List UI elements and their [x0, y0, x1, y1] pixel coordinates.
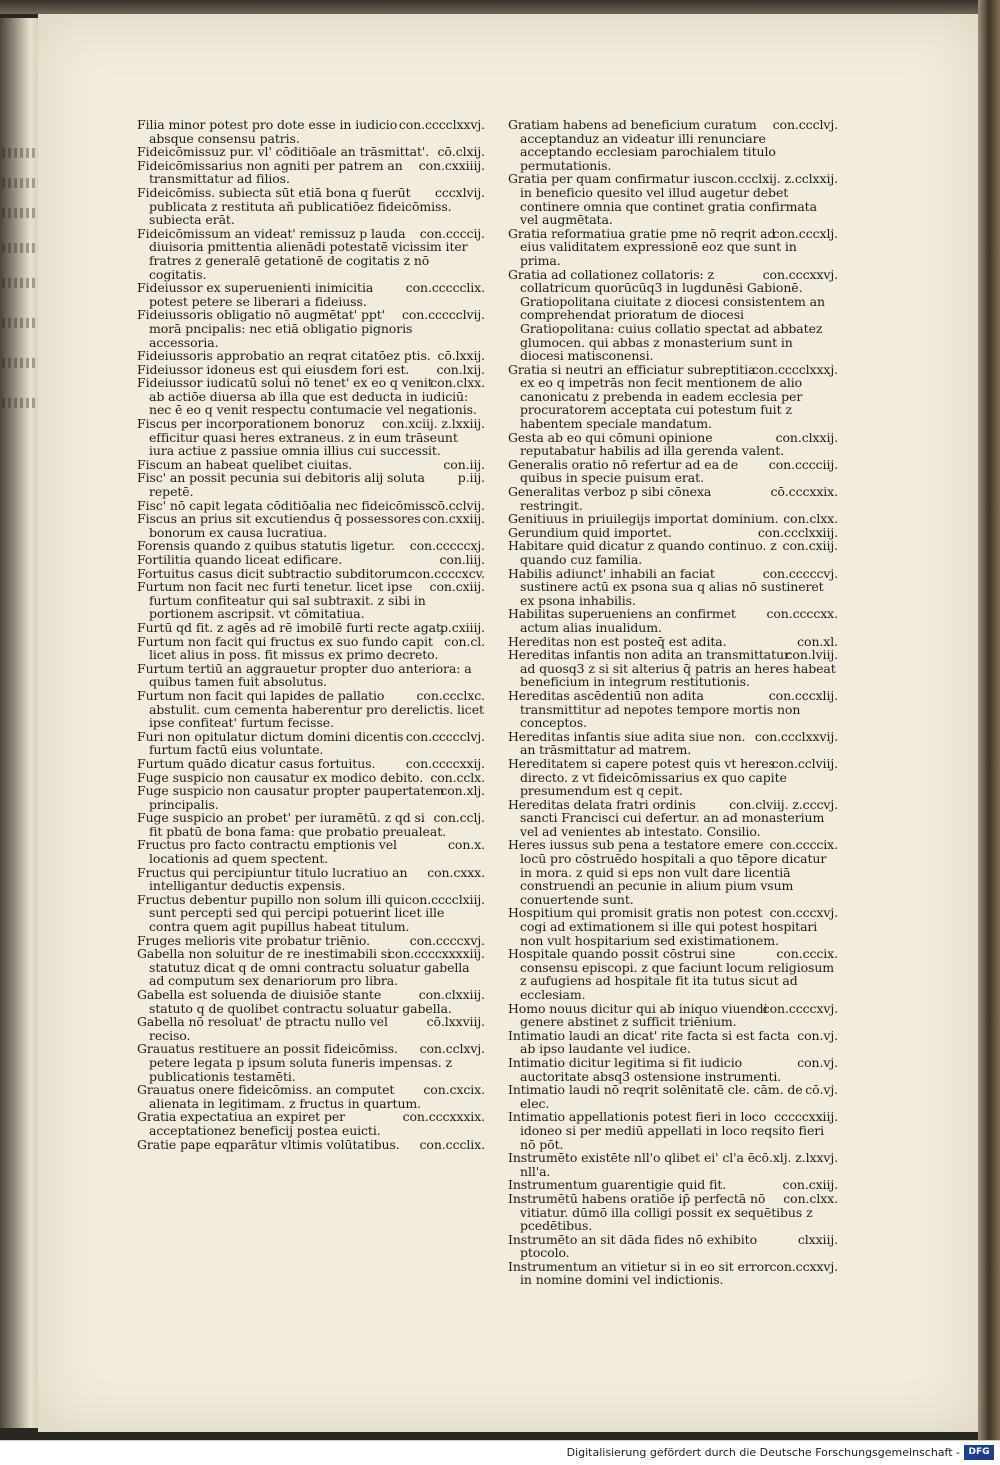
- index-entry: [137, 893, 485, 934]
- entry-reference: con.cccxvj.: [769, 905, 838, 921]
- entry-text: Furtum tertiū an aggrauetur propter duo anteriora: a quibus tamen fuit absolutus.: [137, 660, 472, 690]
- entry-reference: con.cclviij.: [771, 755, 838, 771]
- entry-text: Fideiussoris approbatio an reqrat citatōez ptis.: [137, 348, 431, 364]
- index-entry: [508, 1233, 838, 1260]
- entry-text: Instrumētū habens oratiōe ip̄ perfectā nō vitiatur. dūmō illa colligi possit ex sequētibus z pcedētibus.: [508, 1190, 813, 1234]
- entry-text: Gratia reformatiua gratie pme nō reqrit ad eius validitatem expressionē eoz que sunt in prima.: [508, 225, 797, 268]
- entry-text: Fideiussoris obligatio nō augmētat' ppt' morā pncipalis: nec etiā obligatio pignoris accessoria.: [137, 307, 413, 350]
- entry-reference: con.ccclxxiij.: [757, 524, 838, 540]
- index-entry: [508, 363, 838, 431]
- index-entry: [508, 227, 838, 268]
- entry-reference: con.ccclvj.: [772, 117, 838, 132]
- entry-reference: con.cccclxiij.: [404, 891, 485, 907]
- entry-text: Furtum non facit qui fructus ex suo fundo capit licet alius in poss. fit missus ex primo decreto.: [137, 633, 439, 663]
- entry-reference: con.ccccxvj.: [762, 1000, 838, 1016]
- entry-reference: p.iij.: [457, 470, 485, 486]
- index-entry: [137, 349, 485, 363]
- index-entry: [137, 811, 485, 838]
- right-text-column: [508, 118, 838, 1287]
- entry-reference: con.ccccij.: [419, 225, 485, 241]
- entry-reference: con.cxiij.: [782, 538, 838, 554]
- entry-reference: con.x.: [448, 837, 485, 853]
- index-entry: [508, 906, 838, 947]
- entry-reference: cccccxxiij.: [774, 1109, 838, 1125]
- entry-reference: con.ccclix.: [419, 1136, 485, 1152]
- index-entry: [508, 431, 838, 458]
- index-entry: [508, 757, 838, 798]
- entry-reference: con.ccclxij. z.cclxxij.: [711, 171, 838, 187]
- entry-text: Grauatus restituere an possit fideicōmiss. petere legata p ipsum soluta funeris impensas. z publicationis testamēti.: [137, 1041, 452, 1084]
- entry-text: Fuge suspicio non causatur propter paupertatem principalis.: [137, 783, 445, 812]
- entry-text: Hereditas delata fratri ordinis sancti Francisci cui defertur. an ad monasterium vel ad venientes ab intestato. Consilio.: [508, 796, 825, 839]
- index-entry: [137, 512, 485, 539]
- index-entry: [137, 635, 485, 662]
- entry-reference: con.cccxxxix.: [402, 1109, 485, 1125]
- entry-reference: con.cccxxvj.: [762, 266, 838, 282]
- digitization-footer: [0, 1440, 1000, 1465]
- entry-text: Fruges melioris vite probatur triēnio.: [137, 932, 370, 948]
- index-entry: [508, 485, 838, 512]
- index-entry: [137, 771, 485, 785]
- entry-text: Fortuitus casus dicit subtractio subditorum.: [137, 565, 412, 581]
- entry-text: Intimatio dicitur legitima si fit iudicio auctoritate absq3 ostensione instrumenti.: [508, 1054, 782, 1084]
- entry-reference: con.cxxiij.: [422, 511, 485, 527]
- dfg-logo-icon: DFG: [964, 1445, 994, 1460]
- index-entry: [137, 363, 485, 377]
- index-entry: [137, 159, 485, 186]
- entry-text: Hospitale quando possit cōstrui sine consensu episcopi. z que faciunt locum religiosum z aufugiens ad hospitale fit ita tutus sicut ad ecclesiam.: [508, 946, 835, 1002]
- entry-text: Gabella nō resoluat' de ptractu nullo vel reciso.: [137, 1014, 388, 1043]
- entry-text: Gerundium quid importet.: [508, 524, 672, 540]
- index-entry: [137, 1110, 485, 1137]
- entry-reference: con.cccccvj.: [762, 565, 838, 581]
- entry-reference: con.vj.: [797, 1054, 838, 1070]
- entry-reference: con.xl.: [797, 633, 838, 649]
- entry-text: Generalis oratio nō refertur ad ea de quibus in specie puisum erat.: [508, 456, 739, 486]
- entry-text: Gesta ab eo qui cōmuni opinione reputabatur habilis ad illa gerenda valent.: [508, 429, 785, 459]
- index-entry: [508, 648, 838, 689]
- index-entry: [508, 539, 838, 566]
- entry-text: Gratiam habens ad beneficium curatum acceptanduz an videatur illi renunciare acceptando ecclesiam parochialem titulo permutationis.: [508, 117, 776, 173]
- entry-reference: con.xlj.: [440, 783, 485, 799]
- entry-text: Fructus debentur pupillo non solum illi qui sunt percepti sed qui percipi potuerint licet ille contra quem agit pupillus habeat titulum.: [137, 891, 445, 935]
- entry-text: Filia minor potest pro dote esse in iudicio absque consensu patris.: [137, 117, 398, 146]
- entry-reference: cō.lxxij.: [437, 348, 485, 364]
- entry-text: Hereditas infantis non adita an transmittatur ad quosq3 z si sit alterius q̄ patris an heres habeat beneficium in integrum restitutionis.: [508, 647, 836, 690]
- entry-reference: con.ccclxc.: [416, 687, 485, 703]
- entry-reference: con.iij.: [443, 456, 485, 472]
- entry-text: Fideiussor iudicatū solui nō tenet' ex eo q venit ab actiōe diuersa ab illa que est deducta in iudiciū: nec ē eo q venit respectu contumacie vel negationis.: [137, 375, 477, 418]
- entry-reference: con.vj.: [797, 1027, 838, 1043]
- index-entry: [508, 689, 838, 730]
- entry-text: Fuge suspicio non causatur ex modico debito.: [137, 769, 424, 785]
- entry-text: Habilitas superueniens an confirmet actum alias inualidum.: [508, 606, 736, 635]
- index-entry: [137, 471, 485, 498]
- index-entry: [508, 268, 838, 363]
- entry-text: Fructus qui percipiuntur titulo lucratiuo an intelligantur deductis expensis.: [137, 864, 408, 894]
- index-entry: [508, 1178, 838, 1192]
- entry-reference: cō.vj.: [805, 1082, 838, 1098]
- index-entry: [508, 458, 838, 485]
- entry-text: Fuge suspicio an probet' per iuramētū. z qd si fit pbatū de bona fama: que probatio preualeat.: [137, 810, 446, 839]
- entry-text: Furi non opitulatur dictum domini dicentis furtum factū eius voluntate.: [137, 728, 404, 758]
- entry-text: Instrumentum guarentigie quid fit.: [508, 1177, 727, 1193]
- entry-text: Gratie pape eqparātur vltimis volūtatibus.: [137, 1136, 400, 1152]
- entry-text: Generalitas verboz p sibi cōnexa restringit.: [508, 484, 712, 513]
- index-entry: [137, 689, 485, 730]
- index-entry: [508, 172, 838, 226]
- index-entry: [137, 227, 485, 281]
- entry-reference: con.clxxiij.: [418, 987, 485, 1002]
- index-entry: [508, 1151, 838, 1178]
- entry-text: Fideicōmiss. subiecta sūt etiā bona q fuerūt publicata z restituta añ publicatiōez fideicōmiss. subiecta erāt.: [137, 184, 452, 228]
- index-entry: [508, 526, 838, 540]
- entry-reference: con.xciij. z.lxxiij.: [382, 416, 485, 432]
- index-entry: [508, 798, 838, 839]
- entry-reference: con.cccclxxxj.: [751, 361, 838, 377]
- entry-text: Intimatio laudi an dicat' rite facta si est facta ab ipso laudante vel iudice.: [508, 1027, 790, 1057]
- entry-text: Habitare quid dicatur z quando continuo. z quando cuz familia.: [508, 538, 777, 567]
- entry-text: Gratia si neutri an efficiatur subreptitia ex eo q impetrās non fecit mentionem de alio canonicatu z prebenda in eadem ecclesia per procuratorem acceptata cui potestum fuit z habentem speciale mandatum.: [508, 361, 803, 432]
- index-entry: [508, 1002, 838, 1029]
- entry-text: Fideicōmissum an videat' remissuz p lauda diuisoria pmittentia alienādi potestatē vicissim iter fratres z generalē getationē de cogitatis z nō cogitatis.: [137, 225, 468, 282]
- entry-reference: con.clxx.: [783, 511, 838, 527]
- entry-reference: cō.xlj. z.lxxvj.: [754, 1150, 838, 1166]
- index-entry: [137, 580, 485, 621]
- index-entry: [137, 417, 485, 458]
- entry-text: Hospitium qui promisit gratis non potest cogi ad extimationem si ille qui potest hospitari non vult hospitarium sed existimationem.: [508, 905, 818, 948]
- index-entry: [508, 838, 838, 906]
- entry-text: Gabella non soluitur de re inestimabili si statutuz dicat q de omni contractu soluatur gabella ad computum sex denariorum pro libra.: [137, 946, 470, 989]
- entry-reference: con.cccclxxvj.: [398, 117, 485, 132]
- index-entry: [137, 730, 485, 757]
- index-entry: [137, 784, 485, 811]
- entry-text: Fiscus an prius sit excutiendus q̄ possessores bonorum ex causa lucratiua.: [137, 511, 421, 540]
- entry-text: Hereditas ascēdentiū non adita transmittitur ad nepotes tempore mortis non conceptos.: [508, 687, 801, 731]
- entry-reference: con.clviij. z.cccvj.: [729, 796, 838, 812]
- index-entry: [137, 145, 485, 159]
- entry-reference: con.cxxx.: [427, 864, 485, 880]
- book-fore-edge: [978, 0, 1000, 1440]
- entry-reference: con.cxxiiij.: [418, 157, 485, 173]
- index-entry: [508, 947, 838, 1001]
- entry-reference: con.cccxlj.: [772, 225, 838, 241]
- entry-text: Fortilitia quando liceat edificare.: [137, 552, 343, 567]
- entry-text: Genitiuus in priuilegijs importat dominium.: [508, 511, 779, 527]
- entry-reference: con.ccclxxvij.: [754, 728, 838, 744]
- entry-reference: cō.clxij.: [437, 144, 485, 160]
- index-entry: [137, 988, 485, 1015]
- entry-reference: con.clxx.: [430, 375, 485, 391]
- entry-text: Fideicōmissuz pur. vl' cōditiōale an trāsmittat'.: [137, 144, 430, 160]
- entry-reference: con.cl.: [444, 633, 485, 649]
- entry-reference: con.cclx.: [430, 769, 485, 785]
- entry-text: Gratia per quam confirmatur ius in beneficio quesito vel illud augetur debet continere omnia que continet gratia confirmata vel augmētata.: [508, 171, 817, 228]
- entry-text: Hereditatem si capere potest quis vt heres directo. z vt fideicōmissarius ex quo capite presumendum est q cepit.: [508, 755, 787, 799]
- index-entry: [137, 567, 485, 581]
- entry-reference: con.clxx.: [783, 1190, 838, 1206]
- index-entry: [137, 866, 485, 893]
- index-entry: [508, 730, 838, 757]
- index-entry: [508, 512, 838, 526]
- index-entry: [137, 118, 485, 145]
- entry-text: Intimatio appellationis potest fieri in loco idoneo si per mediū appellati in loco reqsito fieri nō pōt.: [508, 1109, 825, 1152]
- entry-reference: con.cccccxj.: [409, 538, 485, 554]
- index-entry: [137, 499, 485, 513]
- index-entry: [508, 1083, 838, 1110]
- index-entry: [137, 1138, 485, 1152]
- entry-reference: con.liij.: [439, 552, 485, 567]
- entry-reference: con.ccccxvj.: [409, 932, 485, 948]
- index-entry: [508, 118, 838, 172]
- entry-text: Fiscus per incorporationem bonoruz efficitur quasi heres extraneus. z in eum trāseunt iura actiue z passiue omnia illius cui successit.: [137, 416, 458, 459]
- index-entry: [508, 1260, 838, 1287]
- entry-reference: con.cccix.: [776, 946, 838, 962]
- entry-text: Gabella est soluenda de diuisiōe stante statuto q de quolibet contractu soluatur gabella.: [137, 987, 452, 1016]
- index-entry: [508, 567, 838, 608]
- index-entry: [137, 1042, 485, 1083]
- entry-reference: con.ccccix.: [769, 837, 838, 853]
- entry-text: Fideicōmissarius non agniti per patrem an transmittatur ad filios.: [137, 157, 403, 187]
- entry-text: Fisc' an possit pecunia sui debitoris alij soluta repetē.: [137, 470, 425, 500]
- previous-page-edge: [0, 18, 40, 1428]
- entry-text: Gratia expectatiua an expiret per acceptationez beneficij postea euicti.: [137, 1109, 381, 1138]
- entry-reference: cccxlvij.: [434, 184, 485, 200]
- entry-reference: con.ccccclix.: [405, 280, 485, 296]
- entry-reference: con.cccxlij.: [768, 687, 838, 703]
- entry-reference: con.lxij.: [436, 361, 485, 377]
- entry-text: Instrumēto existēte nll'o qlibet ei' cl'a ē nll'a.: [508, 1150, 756, 1179]
- entry-reference: con.ccccclvj.: [405, 728, 485, 744]
- index-entry: [508, 1056, 838, 1083]
- entry-text: Fiscum an habeat quelibet ciuitas.: [137, 456, 353, 472]
- entry-text: Hereditas infantis siue adita siue non. an trāsmittatur ad matrem.: [508, 728, 746, 758]
- entry-reference: clxxiij.: [797, 1231, 838, 1247]
- entry-reference: con.cccciij.: [768, 456, 838, 472]
- entry-reference: con.cxiij.: [429, 579, 485, 595]
- entry-text: Fideiussor idoneus est qui eiusdem fori est.: [137, 361, 410, 377]
- entry-reference: cō.cccxxix.: [770, 484, 838, 500]
- index-entry: [137, 458, 485, 472]
- footer-credit-text: Digitalisierung gefördert durch die Deutsche Forschungsgemeinschaft -: [566, 1446, 960, 1459]
- index-entry: [137, 838, 485, 865]
- entry-text: Heres iussus sub pena a testatore emere locū pro cōstruēdo hospitali a quo tēpore dicatur in mora. z quid si eps non vult dare licentiā construendi an pecunie in alium pium vsum conuertende sunt.: [508, 837, 827, 907]
- index-entry: [137, 376, 485, 417]
- entry-reference: cō.lxxviij.: [426, 1014, 485, 1030]
- entry-reference: con.ccxxvj.: [769, 1258, 838, 1274]
- entry-reference: con.clxxij.: [775, 429, 838, 445]
- entry-reference: con.cxiij.: [782, 1177, 838, 1193]
- entry-text: Furtum quādo dicatur casus fortuitus.: [137, 755, 376, 771]
- entry-text: Instrumentum an vitietur si in eo sit error in nomine domini vel indictionis.: [508, 1258, 770, 1288]
- entry-text: Fideiussor ex superuenienti inimicitia potest petere se liberari a fideiuss.: [137, 280, 374, 309]
- entry-reference: con.cxcix.: [423, 1082, 485, 1098]
- entry-reference: con.lviij.: [785, 647, 838, 663]
- index-entry: [137, 1015, 485, 1042]
- entry-text: Grauatus onere fideicōmiss. an computet alienata in legitimam. z fructus in quartum.: [137, 1082, 422, 1111]
- entry-text: Forensis quando z quibus statutis ligetur.: [137, 538, 396, 554]
- index-entry: [137, 281, 485, 308]
- index-entry: [137, 553, 485, 567]
- entry-text: Habilis adiunct' inhabili an faciat sustinere actū ex psona sua q alias nō sustineret ex psona inhabilis.: [508, 565, 824, 608]
- entry-reference: con.ccccxcv.: [408, 565, 485, 581]
- index-entry: [137, 621, 485, 635]
- index-entry: [137, 947, 485, 988]
- index-entry: [137, 934, 485, 948]
- entry-text: Furtū qd fit. z agēs ad rē imobilē furti recte agat.: [137, 619, 445, 635]
- entry-text: Furtum non facit qui lapides de pallatio abstulit. cum cementa haberentur pro derelictis. licet ipse confiteat' furtum fecisse.: [137, 687, 484, 731]
- entry-reference: con.cclxvj.: [419, 1041, 485, 1057]
- index-entry: [508, 607, 838, 634]
- index-entry: [137, 308, 485, 349]
- index-entry: [137, 1083, 485, 1110]
- entry-reference: con.ccccxxij.: [405, 755, 485, 771]
- entry-reference: con.ccccxx.: [766, 606, 838, 622]
- entry-reference: cō.cclvij.: [430, 497, 485, 513]
- index-entry: [137, 662, 485, 689]
- entry-text: Fisc' nō capit legata cōditiōalia nec fideicōmiss.: [137, 497, 436, 513]
- entry-reference: con.ccccxxxxiij.: [388, 946, 485, 962]
- index-entry: [508, 1192, 838, 1233]
- entry-text: Homo nouus dicitur qui ab iniquo viuendi genere abstinet z sufficit triēnium.: [508, 1000, 768, 1030]
- index-entry: [508, 635, 838, 649]
- book-top-edge: [0, 0, 1000, 14]
- entry-text: Hereditas non est posteq̄ est adita.: [508, 633, 727, 649]
- entry-text: Furtum non facit nec furti tenetur. licet ipse furtum confiteatur qui sal subtraxit. z sibi in portionem ascripsit. vt cōmitatiua.: [137, 579, 426, 622]
- entry-text: Fructus pro facto contractu emptionis vel locationis ad quem spectent.: [137, 837, 397, 867]
- entry-text: Intimatio laudi nō reqrit solēnitatē cle. cām. de elec.: [508, 1082, 803, 1111]
- entry-text: Gratia ad collationez collatoris: z collatricum quorūcūq3 in lugdunēsi Gabionē. Gratiopolitana ciuitate z diocesi consistentem an comprehendat prioratum de diocesi Gratiopolitana: cuius collatio spectat ad abbatez glumocen. qui abbas z monasterium sunt in diocesi matisconensi.: [508, 266, 825, 364]
- index-entry: [137, 757, 485, 771]
- entry-text: Instrumēto an sit dāda fides nō exhibito ptocolo.: [508, 1231, 757, 1261]
- entry-reference: con.cclj.: [433, 810, 485, 826]
- index-entry: [137, 186, 485, 227]
- index-entry: [137, 539, 485, 553]
- index-entry: [508, 1029, 838, 1056]
- entry-reference: p.cxiiij.: [440, 619, 485, 635]
- index-entry: [508, 1110, 838, 1151]
- left-text-column: [137, 118, 485, 1151]
- entry-reference: con.ccccclvij.: [401, 307, 485, 323]
